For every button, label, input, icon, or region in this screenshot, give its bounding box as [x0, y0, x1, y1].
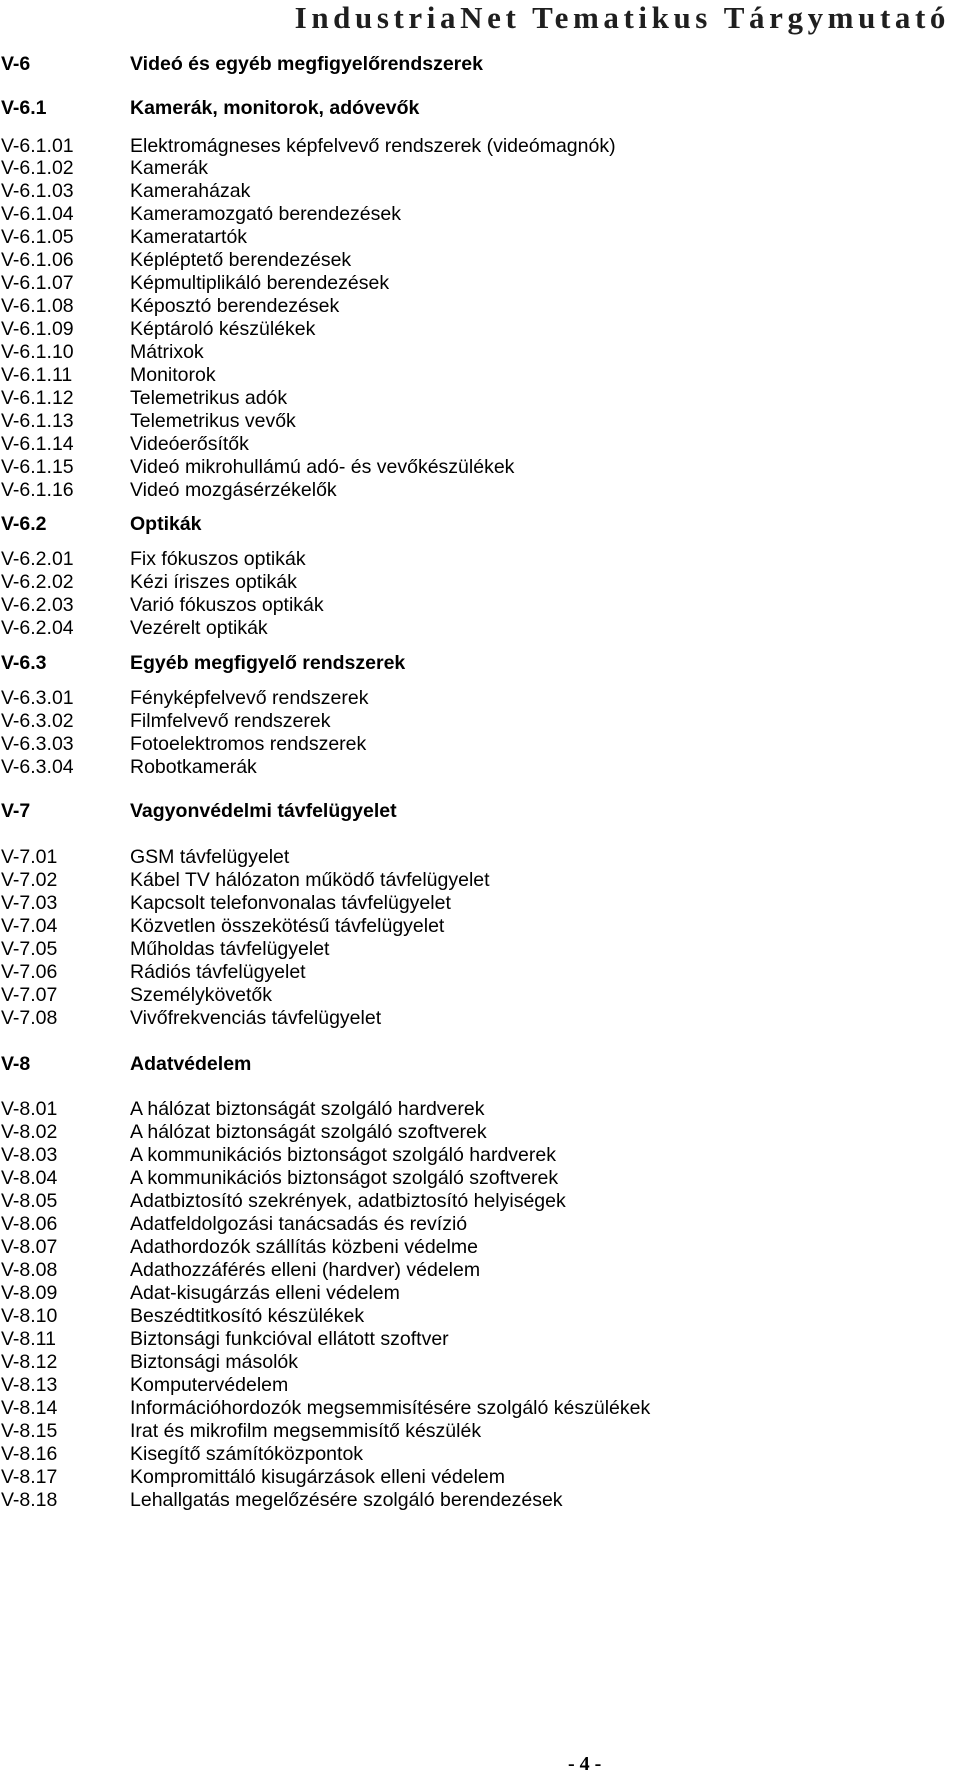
- entry-code: V-8: [1, 1053, 31, 1075]
- entry-code: V-8.16: [1, 1443, 58, 1465]
- entry-code: V-6.1.11: [1, 364, 73, 386]
- entry-code: V-7.08: [1, 1007, 58, 1029]
- entry-label: Képléptető berendezések: [130, 249, 352, 271]
- entry-code: V-7.05: [1, 938, 58, 960]
- entry-code: V-8.09: [1, 1282, 58, 1304]
- entry-code: V-7.07: [1, 984, 58, 1006]
- entry-code: V-6.1.14: [1, 433, 74, 455]
- entry-code: V-8.14: [1, 1397, 58, 1419]
- entry-label: Fix fókuszos optikák: [130, 548, 306, 570]
- entry-label: Irat és mikrofilm megsemmisítő készülék: [130, 1420, 482, 1442]
- entry-label: Kamerák: [130, 157, 209, 179]
- entry-label: Adathozzáférés elleni (hardver) védelem: [130, 1259, 481, 1281]
- entry-label: A hálózat biztonságát szolgáló hardverek: [130, 1098, 485, 1120]
- entry-code: V-6.1.13: [1, 410, 74, 432]
- entry-label: Képmultiplikáló berendezések: [130, 272, 390, 294]
- entry-label: Vagyonvédelmi távfelügyelet: [130, 800, 397, 822]
- entry-label: Kameramozgató berendezések: [130, 203, 401, 225]
- entry-code: V-6.3: [1, 652, 47, 674]
- entry-code: V-6.1.06: [1, 249, 74, 271]
- entry-code: V-6.1.08: [1, 295, 74, 317]
- entry-code: V-8.10: [1, 1305, 58, 1327]
- entry-label: Kompromittáló kisugárzások elleni védelem: [130, 1466, 506, 1488]
- entry-code: V-8.07: [1, 1236, 58, 1258]
- entry-code: V-8.15: [1, 1420, 58, 1442]
- entry-label: Varió fókuszos optikák: [130, 594, 324, 616]
- entry-label: Információhordozók megsemmisítésére szolgáló készülékek: [130, 1397, 651, 1419]
- entry-code: V-6.1.09: [1, 318, 74, 340]
- entry-code: V-6.2.03: [1, 594, 74, 616]
- entry-code: V-7.03: [1, 892, 58, 914]
- entry-label: Közvetlen összekötésű távfelügyelet: [130, 915, 445, 937]
- entry-label: Adathordozók szállítás közbeni védelme: [130, 1236, 478, 1258]
- entry-code: V-6.1.12: [1, 387, 74, 409]
- entry-code: V-6.2.04: [1, 617, 74, 639]
- entry-label: Beszédtitkosító készülékek: [130, 1305, 365, 1327]
- entry-label: Videó és egyéb megfigyelőrendszerek: [130, 53, 483, 75]
- entry-label: Adatvédelem: [130, 1053, 252, 1075]
- entry-code: V-6.3.03: [1, 733, 74, 755]
- entry-label: Telemetrikus vevők: [130, 410, 296, 432]
- entry-label: Kamerák, monitorok, adóvevők: [130, 97, 420, 119]
- entry-label: Biztonsági másolók: [130, 1351, 298, 1373]
- entry-label: Kézi íriszes optikák: [130, 571, 297, 593]
- entry-label: Kábel TV hálózaton működő távfelügyelet: [130, 869, 490, 891]
- entry-code: V-6.1.05: [1, 226, 74, 248]
- entry-label: Képosztó berendezések: [130, 295, 340, 317]
- entry-code: V-8.06: [1, 1213, 58, 1235]
- entry-label: Fényképfelvevő rendszerek: [130, 687, 369, 709]
- entry-code: V-6.1.07: [1, 272, 74, 294]
- entry-label: Telemetrikus adók: [130, 387, 288, 409]
- entry-code: V-6.3.01: [1, 687, 74, 709]
- entry-label: Biztonsági funkcióval ellátott szoftver: [130, 1328, 449, 1350]
- entry-label: Mátrixok: [130, 341, 204, 363]
- entry-code: V-6: [1, 53, 31, 75]
- entry-code: V-8.08: [1, 1259, 58, 1281]
- page-title: IndustriaNet Tematikus Tárgymutató: [294, 0, 950, 35]
- entry-label: Filmfelvevő rendszerek: [130, 710, 331, 732]
- entry-code: V-6.1.02: [1, 157, 74, 179]
- entry-code: V-6.2.01: [1, 548, 74, 570]
- entry-code: V-6.1.15: [1, 456, 74, 478]
- entry-label: Optikák: [130, 513, 202, 535]
- entry-label: Videó mikrohullámú adó- és vevőkészülékek: [130, 456, 515, 478]
- entry-code: V-8.02: [1, 1121, 58, 1143]
- entry-label: A hálózat biztonságát szolgáló szoftverek: [130, 1121, 487, 1143]
- entry-label: Videó mozgásérzékelők: [130, 479, 337, 501]
- entry-label: Lehallgatás megelőzésére szolgáló berendezések: [130, 1489, 563, 1511]
- entry-code: V-8.13: [1, 1374, 58, 1396]
- entry-label: Monitorok: [130, 364, 216, 386]
- entry-label: Adat-kisugárzás elleni védelem: [130, 1282, 400, 1304]
- page-number: - 4 -: [568, 1753, 602, 1775]
- entry-label: GSM távfelügyelet: [130, 846, 290, 868]
- entry-label: Kapcsolt telefonvonalas távfelügyelet: [130, 892, 451, 914]
- entry-label: Vezérelt optikák: [130, 617, 268, 639]
- entry-label: Személykövetők: [130, 984, 272, 1006]
- entry-code: V-8.18: [1, 1489, 58, 1511]
- entry-code: V-8.11: [1, 1328, 56, 1350]
- entry-code: V-8.01: [1, 1098, 58, 1120]
- entry-code: V-6.1.03: [1, 180, 74, 202]
- entry-code: V-7.02: [1, 869, 58, 891]
- entry-label: Kisegítő számítóközpontok: [130, 1443, 364, 1465]
- entry-code: V-6.1.01: [1, 135, 74, 157]
- entry-label: Képtároló készülékek: [130, 318, 316, 340]
- entry-code: V-7.06: [1, 961, 58, 983]
- entry-code: V-6.1.10: [1, 341, 74, 363]
- entry-code: V-8.12: [1, 1351, 58, 1373]
- entry-code: V-8.04: [1, 1167, 58, 1189]
- entry-code: V-6.2.02: [1, 571, 74, 593]
- entry-label: Műholdas távfelügyelet: [130, 938, 330, 960]
- entry-code: V-6.3.04: [1, 756, 74, 778]
- entry-label: Adatbiztosító szekrények, adatbiztosító helyiségek: [130, 1190, 566, 1212]
- entry-label: Robotkamerák: [130, 756, 257, 778]
- entry-label: Fotoelektromos rendszerek: [130, 733, 367, 755]
- entry-code: V-7.04: [1, 915, 58, 937]
- entry-code: V-6.1.04: [1, 203, 74, 225]
- entry-code: V-6.1: [1, 97, 47, 119]
- entry-code: V-6.1.16: [1, 479, 74, 501]
- entry-code: V-7: [1, 800, 31, 822]
- entry-label: Kameraházak: [130, 180, 251, 202]
- entry-label: Egyéb megfigyelő rendszerek: [130, 652, 406, 674]
- entry-code: V-8.03: [1, 1144, 58, 1166]
- entry-code: V-8.17: [1, 1466, 58, 1488]
- entry-code: V-6.3.02: [1, 710, 74, 732]
- entry-label: A kommunikációs biztonságot szolgáló hardverek: [130, 1144, 556, 1166]
- entry-label: A kommunikációs biztonságot szolgáló szoftverek: [130, 1167, 559, 1189]
- entry-code: V-7.01: [1, 846, 58, 868]
- entry-label: Komputervédelem: [130, 1374, 289, 1396]
- entry-label: Videóerősítők: [130, 433, 249, 455]
- entry-label: Kameratartók: [130, 226, 248, 248]
- entry-code: V-6.2: [1, 513, 47, 535]
- entry-code: V-8.05: [1, 1190, 58, 1212]
- entry-label: Vivőfrekvenciás távfelügyelet: [130, 1007, 382, 1029]
- entry-label: Elektromágneses képfelvevő rendszerek (videómagnók): [130, 135, 616, 157]
- entry-label: Rádiós távfelügyelet: [130, 961, 306, 983]
- entry-label: Adatfeldolgozási tanácsadás és revízió: [130, 1213, 468, 1235]
